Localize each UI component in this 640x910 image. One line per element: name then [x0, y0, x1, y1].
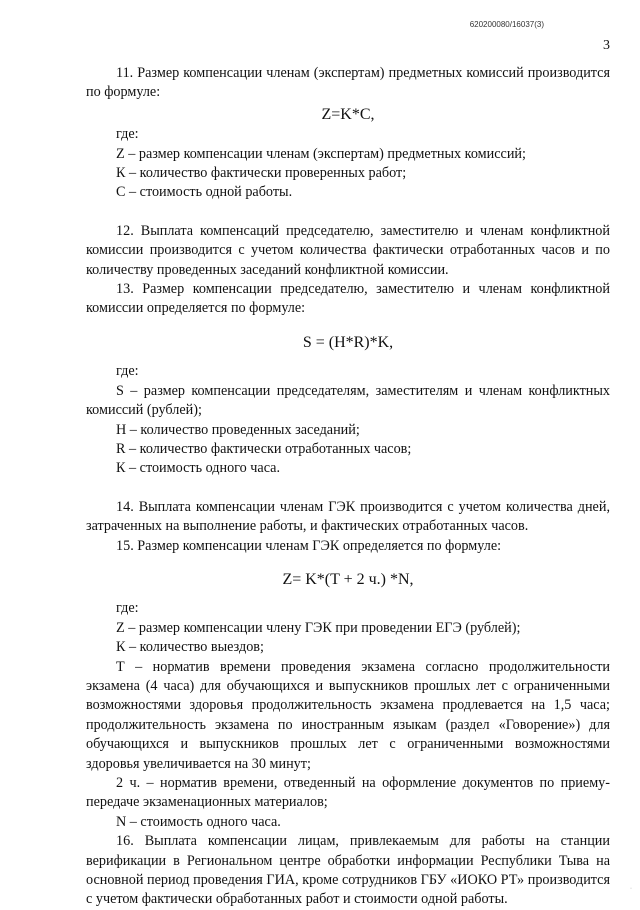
paragraph-12: 12. Выплата компенсаций председателю, заместителю и членам конфликтной комиссии производится с учетом количества фактически отработанных часов и по количеству проведенных заседаний конфликтной комиссии. [86, 222, 610, 278]
definition-13-k: К – стоимость одного часа. [116, 460, 281, 477]
definition-13-r: R – количество фактически отработанных часов; [116, 440, 412, 457]
definition-15-n: N – стоимость одного часа. [116, 813, 281, 830]
definition-11-c: С – стоимость одной работы. [116, 184, 293, 201]
where-label-11: где: [116, 126, 139, 143]
page-number: 3 [603, 38, 610, 53]
paragraph-16: 16. Выплата компенсации лицам, привлекаемым для работы на станции верификации в Региональном центре обработки информации Республики Тыва на основной период проведения ГИА, кроме сотрудников ГБУ «ИОКО РТ» производится с учетом фактически обработанных работ и стоимости одной работы. [86, 833, 610, 908]
definition-13-s: S – размер компенсации председателям, заместителям и членам конфликтных комиссий (рублей); [86, 382, 610, 419]
definition-13-h: Н – количество проведенных заседаний; [116, 421, 360, 438]
paragraph-11: 11. Размер компенсации членам (экспертам) предметных комиссий производится по формуле: [86, 65, 610, 101]
document-body [86, 64, 610, 910]
definition-15-z: Z – размер компенсации члену ГЭК при проведении ЕГЭ (рублей); [116, 619, 521, 636]
formula-13: S = (H*R)*K, [302, 333, 394, 351]
formula-11: Z=K*C, [321, 105, 375, 123]
formula-15: Z= K*(T + 2 ч.) *N, [282, 570, 414, 588]
document-code: 620200080/16037(3) [469, 20, 544, 29]
corner-mark: · [630, 886, 632, 892]
where-label-15: где: [116, 600, 139, 617]
definition-15-2h: 2 ч. – норматив времени, отведенный на оформление документов по приему-передаче экзаменационных материалов; [86, 775, 610, 811]
paragraph-15: 15. Размер компенсации членам ГЭК определяется по формуле: [116, 537, 502, 554]
paragraph-13: 13. Размер компенсации председателю, заместителю и членам конфликтной комиссии определяется по формуле: [86, 281, 610, 317]
definition-15-k: К – количество выездов; [116, 639, 264, 656]
definition-11-k: К – количество фактически проверенных работ; [116, 165, 407, 182]
paragraph-14: 14. Выплата компенсации членам ГЭК производится с учетом количества дней, затраченных на выполнение работы, и фактических отработанных часов. [86, 498, 610, 535]
definition-11-z: Z – размер компенсации членам (экспертам) предметных комиссий; [116, 145, 526, 162]
definition-15-t: Т – норматив времени проведения экзамена согласно продолжительности экзамена (4 часа) для обучающихся и выпускников прошлых лет с ограниченными возможностями здоровья продолжительность экзамена продлевается на 1,5 часа; продолжительность экзамена по иностранным языкам (раздел «Говорение») для обучающихся и выпускников прошлых лет с ограниченными возможностями здоровья увеличивается на 30 минут; [86, 658, 610, 772]
where-label-13: где: [116, 363, 139, 380]
